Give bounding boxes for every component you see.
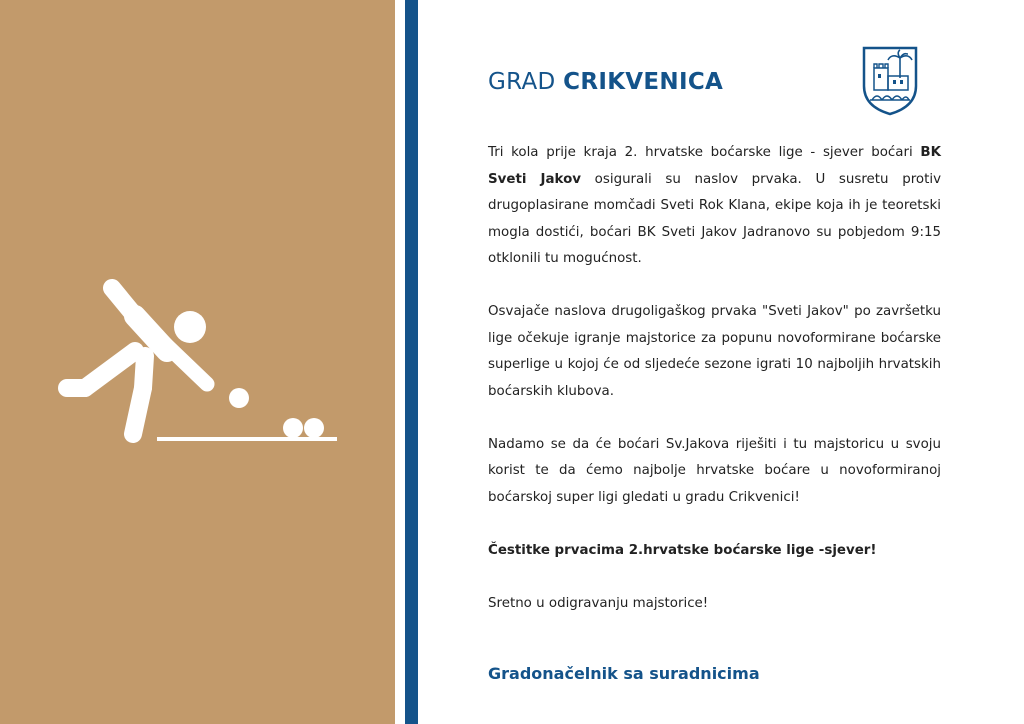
signature: Gradonačelnik sa suradnicima — [488, 664, 760, 683]
letter-body — [488, 140, 941, 617]
page-title — [488, 66, 723, 98]
paragraph-1-text-b: osigurali su naslov prvaka. U susretu protiv drugoplasirane momčadi Sveti Rok Klana, ekipe koja ih je teoretski mogla dostići, boćari BK Sveti Jakov Jadranovo su pobjedom 9:15 otklonili tu mogućnost. — [488, 171, 941, 266]
good-luck-line: Sretno u odigravanju majstorice! — [488, 595, 709, 611]
accent-stripe — [405, 0, 418, 724]
title-bold: CRIKVENICA — [563, 69, 724, 95]
left-decor-panel — [0, 0, 395, 724]
title-light: GRAD — [488, 69, 564, 95]
paragraph-1 — [488, 140, 941, 273]
paragraph-1-text-a: Tri kola prije kraja 2. hrvatske boćarske lige - sjever boćari — [488, 145, 921, 160]
congratulations-line: Čestitke prvacima 2.hrvatske boćarske lige -sjever! — [488, 542, 877, 558]
city-crest-icon — [860, 44, 920, 116]
paragraph-3: Nadamo se da će boćari Sv.Jakova riješiti i tu majstoricu u svoju korist te da ćemo najbolje hrvatske boćare u novoformiranoj boćarskoj super ligi gledati u gradu Crikvenici! — [488, 436, 941, 505]
paragraph-2: Osvajače naslova drugoligaškog prvaka "Sveti Jakov" po završetku lige očekuje igranje majstorice za popunu novoformirane boćarske superlige u kojoj će od sljedeće sezone igrati 10 najboljih hrvatskih boćarskih klubova. — [488, 304, 941, 399]
bocce-player-icon — [55, 276, 340, 448]
club-name: BK Sveti Jakov — [488, 145, 941, 187]
